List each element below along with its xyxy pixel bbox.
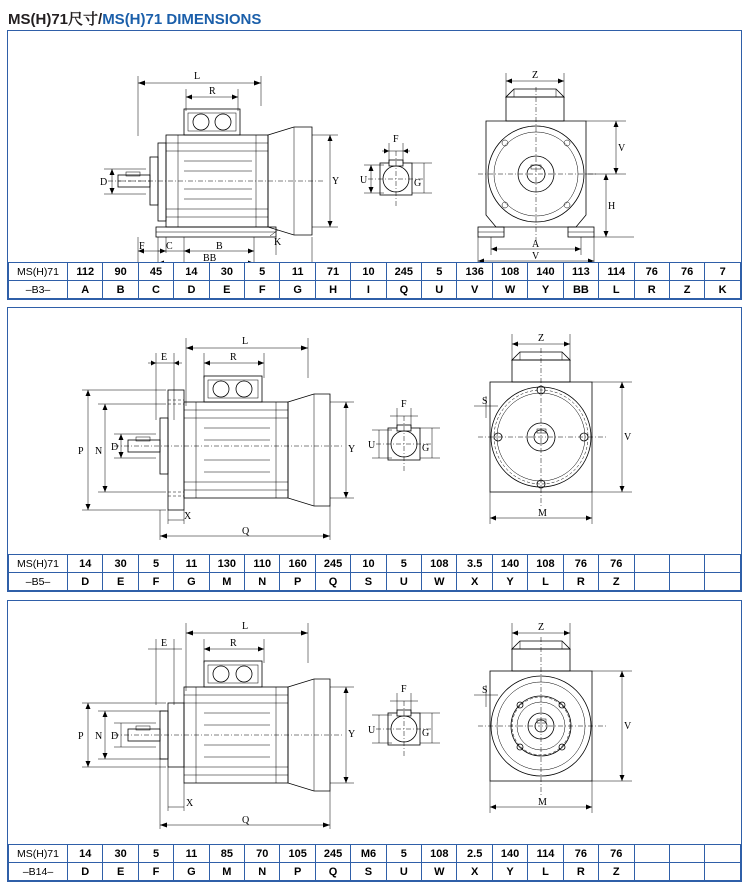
code-cell: R [563,863,598,881]
code-cell: G [174,863,209,881]
svg-text:B: B [216,241,223,252]
value-cell: 136 [457,263,492,281]
svg-text:D: D [111,731,119,742]
code-cell-empty [634,863,669,881]
code-cell: U [386,863,421,881]
value-cell: 76 [634,263,669,281]
dimension-table-b5 [8,554,741,591]
svg-text:S: S [482,685,488,696]
value-cell: 245 [386,263,421,281]
value-cell: 45 [138,263,173,281]
svg-text:U: U [368,440,376,451]
code-cell: I [351,281,386,299]
code-cell: Y [492,863,527,881]
value-cell: 11 [280,263,315,281]
svg-text:X: X [184,511,192,522]
drawing-b3 [8,31,741,261]
code-cell: W [422,863,457,881]
svg-text:G: G [422,728,430,739]
code-cell: Q [315,863,350,881]
drawing-b14 [8,601,741,843]
code-cell: W [492,281,527,299]
value-cell: 108 [492,263,527,281]
value-cell: 14 [174,263,209,281]
value-cell: M6 [351,845,386,863]
svg-text:N: N [95,731,103,742]
value-cell: 110 [245,555,280,573]
panel-b14 [7,600,742,882]
table-row-values [9,263,741,281]
code-cell: L [528,863,563,881]
value-cell: 76 [599,845,634,863]
svg-text:V: V [618,143,626,154]
value-cell: 76 [599,555,634,573]
value-cell-empty [634,555,669,573]
value-cell: 11 [174,555,209,573]
table-row-codes [9,281,741,299]
page-title [8,8,261,29]
value-cell: 30 [103,555,138,573]
svg-text:V: V [624,432,632,443]
value-cell: 5 [138,555,173,573]
svg-text:M: M [538,797,547,808]
svg-text:Q: Q [242,815,250,826]
code-cell: D [68,863,103,881]
value-cell: 90 [103,263,138,281]
value-cell: 160 [280,555,315,573]
svg-text:Y: Y [348,444,356,455]
value-cell: 14 [68,845,103,863]
code-cell: G [280,281,315,299]
value-cell: 3.5 [457,555,492,573]
svg-text:Y: Y [332,176,340,187]
code-cell: M [209,573,244,591]
svg-text:U: U [360,175,368,186]
code-cell: G [174,573,209,591]
svg-text:X: X [186,798,194,809]
code-cell-empty [634,573,669,591]
panel-b3 [7,30,742,300]
code-cell: B [103,281,138,299]
code-cell: S [351,863,386,881]
svg-text:V: V [624,721,632,732]
svg-text:G: G [422,443,430,454]
svg-text:E: E [161,352,168,363]
code-cell: N [245,573,280,591]
code-cell: A [68,281,103,299]
mount-label: MS(H)71 [9,263,68,281]
code-cell: Y [528,281,563,299]
svg-text:D: D [100,177,108,188]
page-title-en: MS(H)71 DIMENSIONS [102,11,262,28]
code-cell: BB [563,281,598,299]
svg-text:Z: Z [538,622,545,633]
code-cell: P [280,573,315,591]
value-cell: 5 [245,263,280,281]
code-cell: Q [315,573,350,591]
svg-text:C: C [166,241,173,252]
value-cell: 140 [492,845,527,863]
value-cell: 5 [422,263,457,281]
code-cell: F [138,863,173,881]
value-cell: 76 [563,555,598,573]
code-cell: R [634,281,669,299]
svg-text:M: M [538,508,547,519]
code-cell: U [422,281,457,299]
code-cell: F [245,281,280,299]
svg-text:H: H [608,201,616,212]
drawing-b5 [8,308,741,553]
table-row-codes [9,573,741,591]
svg-text:R: R [209,86,216,97]
svg-text:E: E [161,638,168,649]
code-cell: L [599,281,634,299]
value-cell: 130 [209,555,244,573]
dimension-table-b14 [8,844,741,881]
code-cell: H [315,281,350,299]
svg-text:S: S [482,396,488,407]
svg-text:L: L [242,621,249,632]
value-cell: 71 [315,263,350,281]
value-cell: 108 [422,845,457,863]
value-cell: 7 [705,263,741,281]
svg-text:D: D [111,442,119,453]
code-cell-empty [705,573,741,591]
code-cell: Z [599,863,634,881]
type-label: –B5– [9,573,68,591]
svg-text:V: V [532,251,540,262]
code-cell: N [245,863,280,881]
value-cell: 113 [563,263,598,281]
value-cell-empty [705,845,741,863]
type-label: –B3– [9,281,68,299]
code-cell: X [457,573,492,591]
svg-text:Y: Y [348,729,356,740]
code-cell: P [280,863,315,881]
svg-text:BB: BB [203,253,217,263]
svg-text:Z: Z [538,333,545,344]
code-cell: Q [386,281,421,299]
svg-text:F: F [139,241,145,252]
value-cell: 11 [174,845,209,863]
value-cell: 85 [209,845,244,863]
svg-text:L: L [242,336,249,347]
value-cell: 14 [68,555,103,573]
value-cell: 5 [138,845,173,863]
svg-text:N: N [95,446,103,457]
code-cell: Z [669,281,704,299]
table-row-codes [9,863,741,881]
value-cell: 30 [209,263,244,281]
value-cell: 70 [245,845,280,863]
code-cell: E [103,863,138,881]
code-cell: E [209,281,244,299]
code-cell: W [422,573,457,591]
svg-text:F: F [393,134,399,145]
code-cell: F [138,573,173,591]
svg-text:F: F [401,684,407,695]
svg-text:L: L [194,71,201,82]
value-cell: 30 [103,845,138,863]
value-cell: 140 [492,555,527,573]
code-cell: L [528,573,563,591]
code-cell: D [68,573,103,591]
code-cell: S [351,573,386,591]
svg-text:Z: Z [532,70,539,81]
svg-text:K: K [274,237,282,248]
panel-b5 [7,307,742,592]
value-cell-empty [669,555,704,573]
dimension-table-b3 [8,262,741,299]
code-cell: Z [599,573,634,591]
value-cell: 10 [351,555,386,573]
value-cell: 108 [422,555,457,573]
mount-label: MS(H)71 [9,845,68,863]
code-cell: X [457,863,492,881]
svg-text:P: P [78,446,84,457]
code-cell: K [705,281,741,299]
svg-text:U: U [368,725,376,736]
value-cell: 10 [351,263,386,281]
code-cell: R [563,573,598,591]
value-cell-empty [634,845,669,863]
value-cell: 76 [669,263,704,281]
page-title-cn: MS(H)71尺寸/ [8,11,103,28]
code-cell-empty [705,863,741,881]
code-cell: U [386,573,421,591]
value-cell: 5 [386,555,421,573]
code-cell: V [457,281,492,299]
svg-text:P: P [78,731,84,742]
svg-text:A: A [532,239,540,250]
value-cell: 2.5 [457,845,492,863]
svg-text:R: R [230,352,237,363]
svg-text:G: G [414,178,422,189]
value-cell: 114 [528,845,563,863]
code-cell-empty [669,863,704,881]
value-cell-empty [669,845,704,863]
value-cell: 76 [563,845,598,863]
value-cell: 112 [68,263,103,281]
value-cell-empty [705,555,741,573]
value-cell: 114 [599,263,634,281]
code-cell: M [209,863,244,881]
table-row-values [9,845,741,863]
value-cell: 108 [528,555,563,573]
value-cell: 245 [315,555,350,573]
value-cell: 105 [280,845,315,863]
code-cell: E [103,573,138,591]
code-cell-empty [669,573,704,591]
code-cell: C [138,281,173,299]
table-row-values [9,555,741,573]
mount-label: MS(H)71 [9,555,68,573]
svg-text:R: R [230,638,237,649]
code-cell: Y [492,573,527,591]
value-cell: 140 [528,263,563,281]
code-cell: D [174,281,209,299]
type-label: –B14– [9,863,68,881]
svg-text:F: F [401,399,407,410]
value-cell: 245 [315,845,350,863]
svg-text:Q: Q [242,526,250,537]
value-cell: 5 [386,845,421,863]
